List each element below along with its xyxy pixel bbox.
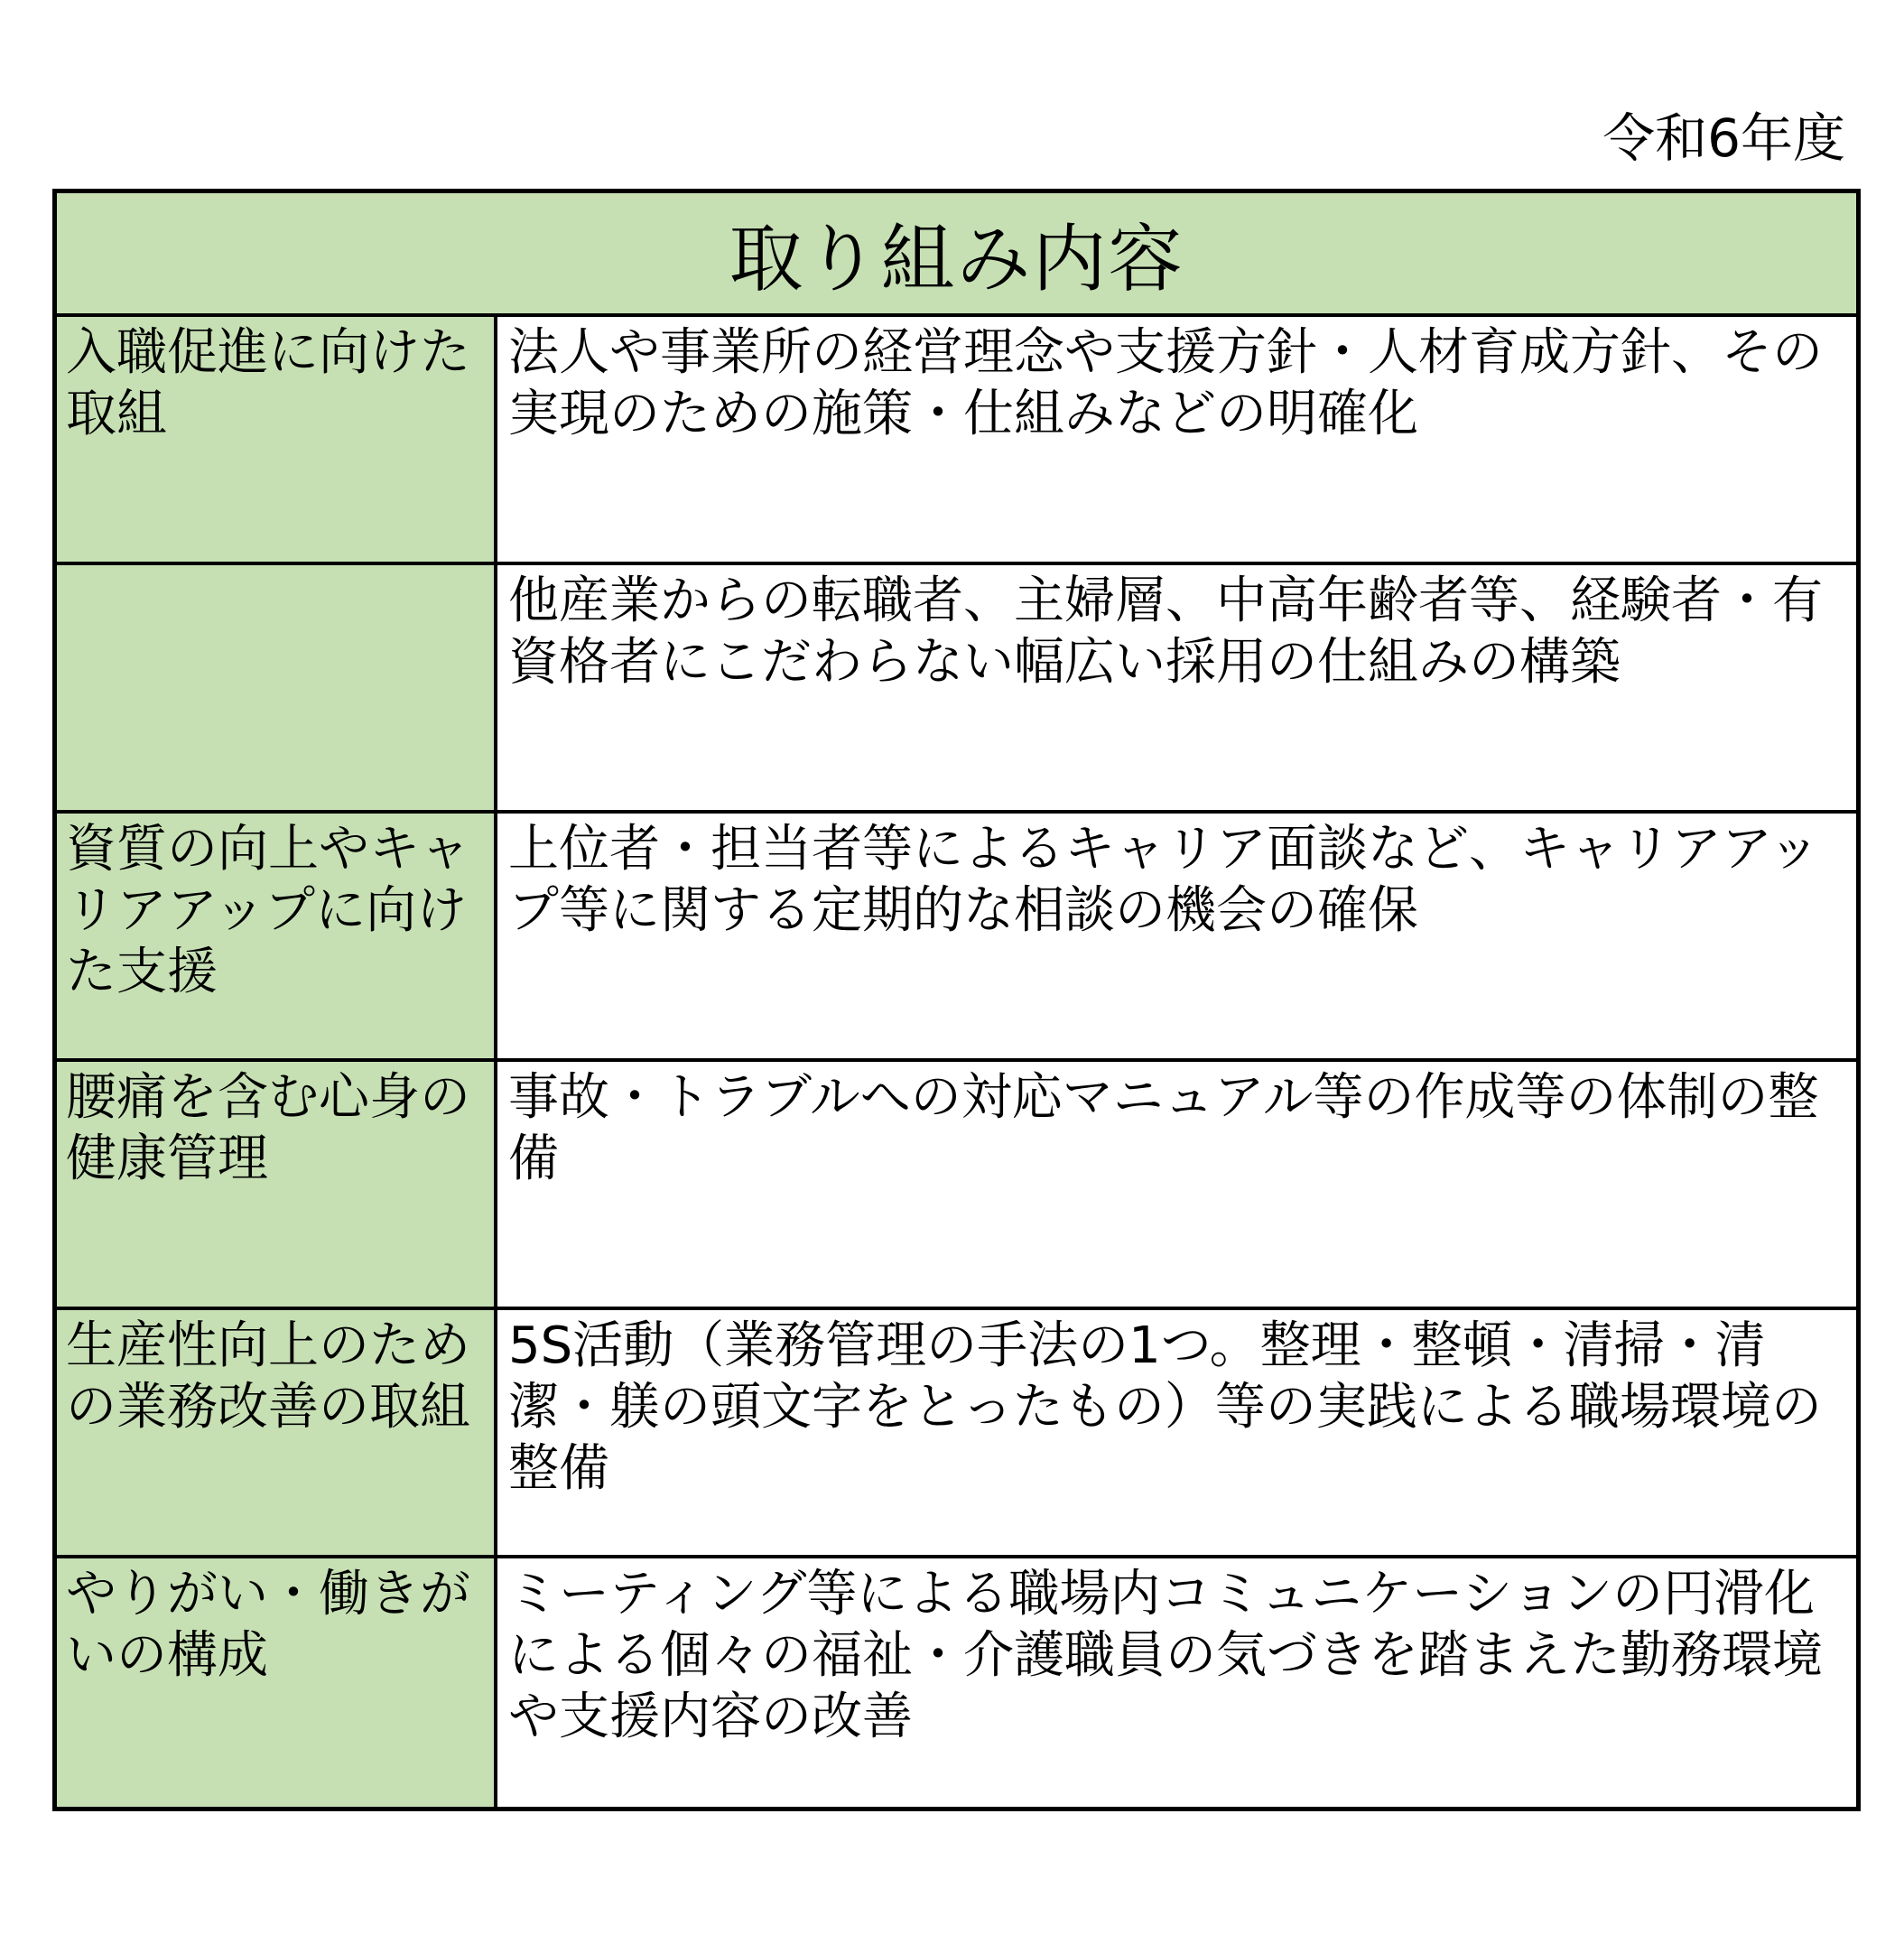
row-content: ミーティング等による職場内コミュニケーションの円滑化による個々の福祉・介護職員の気づきを踏まえた勤務環境や支援内容の改善	[497, 1558, 1856, 1807]
row-content: 他産業からの転職者、主婦層、中高年齢者等、経験者・有資格者にこだわらない幅広い採用の仕組みの構築	[497, 565, 1856, 814]
row-label: 生産性向上のための業務改善の取組	[57, 1310, 497, 1558]
row-label: 入職促進に向けた取組	[57, 317, 497, 565]
fiscal-year-label: 令和6年度	[1602, 107, 1845, 169]
row-content: 事故・トラブルへの対応マニュアル等の作成等の体制の整備	[497, 1062, 1856, 1310]
row-content: 上位者・担当者等によるキャリア面談など、キャリアアップ等に関する定期的な相談の機会の確保	[497, 814, 1856, 1062]
row-label: 資質の向上やキャリアアップに向けた支援	[57, 814, 497, 1062]
row-label: 腰痛を含む心身の健康管理	[57, 1062, 497, 1310]
row-content: 法人や事業所の経営理念や支援方針・人材育成方針、その実現のための施策・仕組みなどの明確化	[497, 317, 1856, 565]
row-label: やりがい・働きがいの構成	[57, 1558, 497, 1807]
row-content: 5S活動（業務管理の手法の1つ。整理・整頓・清掃・清潔・躾の頭文字をとったもの）等の実践による職場環境の整備	[497, 1310, 1856, 1558]
initiatives-table	[52, 189, 1861, 1811]
table-title: 取り組み内容	[57, 193, 1856, 317]
row-label	[57, 565, 497, 814]
